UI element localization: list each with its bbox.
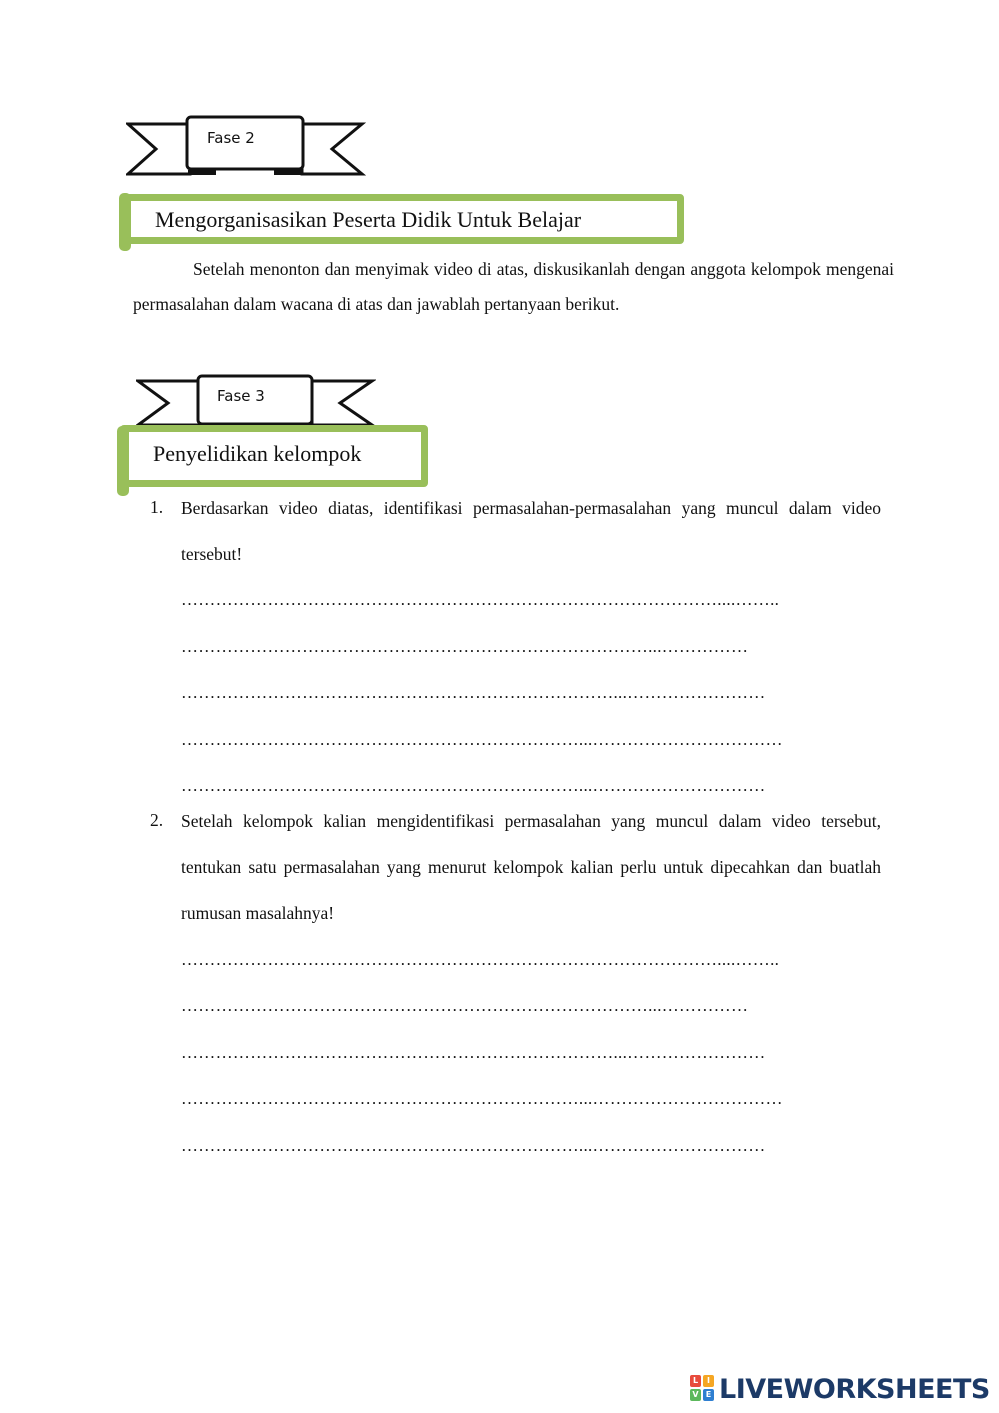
question-1-text: Berdasarkan video diatas, identifikasi permasalahan-permasalahan yang muncul dalam video tersebut!: [181, 498, 881, 564]
question-2-text: Setelah kelompok kalian mengidentifikasi permasalahan yang muncul dalam video tersebut, tentukan satu permasalahan yang menurut kelompok kalian perlu untuk dipecahkan dan buatlah rumusan masalahnya!: [181, 811, 881, 923]
answer-line[interactable]: ……………………………………………………………...…………………………: [181, 776, 766, 795]
logo-tile-l: L: [690, 1375, 701, 1387]
answer-line[interactable]: ……………………………………………………………...……………………………: [181, 730, 783, 749]
liveworksheets-logo-icon: [690, 1375, 716, 1403]
liveworksheets-wordmark: LIVEWORKSHEETS: [719, 1373, 990, 1405]
fase-3-ribbon: [136, 373, 376, 433]
liveworksheets-logo[interactable]: [690, 1372, 990, 1406]
question-1-number: 1.: [150, 497, 164, 517]
fase-2-paragraph-text: Setelah menonton dan menyimak video di atas, diskusikanlah dengan anggota kelompok mengenai permasalahan dalam wacana di atas dan jawablah pertanyaan berikut.: [133, 259, 894, 314]
answer-line[interactable]: …………………………………………………………………...……………………: [181, 1043, 766, 1062]
answer-line[interactable]: …………………………………………………………………………………....……..: [181, 950, 780, 969]
fase-2-instructions: [133, 252, 894, 322]
logo-tile-e: E: [703, 1389, 714, 1401]
fase-2-title: Mengorganisasikan Peserta Didik Untuk Belajar: [155, 207, 582, 232]
answer-line[interactable]: ……………………………………………………………...……………………………: [181, 1089, 783, 1108]
logo-tile-v: V: [690, 1389, 701, 1401]
answer-line[interactable]: ………………………………………………………………………...……………: [181, 996, 749, 1015]
fase-3-title: Penyelidikan kelompok: [153, 441, 362, 466]
fase-2-ribbon: [126, 114, 366, 178]
answer-line[interactable]: ……………………………………………………………...…………………………: [181, 1136, 766, 1155]
answer-line[interactable]: ………………………………………………………………………...……………: [181, 637, 749, 656]
question-2-number: 2.: [150, 810, 164, 830]
fase-3-label: Fase 3: [217, 387, 265, 405]
fase-2-label: Fase 2: [207, 129, 255, 147]
answer-line[interactable]: …………………………………………………………………...……………………: [181, 683, 766, 702]
answer-line[interactable]: …………………………………………………………………………………....……..: [181, 590, 780, 609]
logo-tile-i: I: [703, 1375, 714, 1387]
